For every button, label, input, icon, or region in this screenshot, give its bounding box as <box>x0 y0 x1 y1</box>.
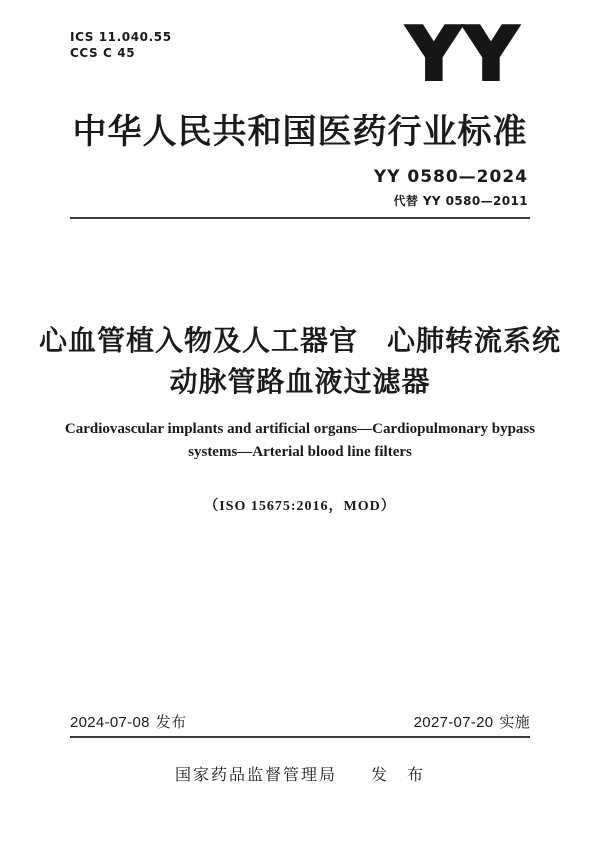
publisher-row <box>0 762 600 785</box>
document-title-zh-line2: 动脉管路血液过滤器 <box>169 366 431 397</box>
publisher-name: 国家药品监督管理局 <box>174 767 337 784</box>
replaced-standard-note: 代替 YY 0580—2011 <box>393 194 528 208</box>
header-divider-line <box>70 217 530 219</box>
document-title-zh <box>0 320 600 402</box>
document-title-en <box>0 418 600 464</box>
implementation-date: 2027-07-20 <box>413 714 494 731</box>
ics-code: ICS 11.040.55 <box>70 30 172 44</box>
document-title-zh-line1: 心血管植入物及人工器官 心肺转流系统 <box>38 325 561 356</box>
yy-logo: YY <box>407 12 522 96</box>
implementation-date-group <box>414 711 530 732</box>
classification-codes <box>70 30 172 61</box>
issue-date: 2024-07-08 <box>70 714 150 731</box>
publish-label: 发 布 <box>371 767 426 784</box>
dates-row <box>70 711 530 732</box>
ccs-code: CCS C 45 <box>70 45 136 60</box>
national-standard-title: 中华人民共和国医药行业标准 <box>72 113 528 151</box>
document-title-en-line2: systems—Arterial blood line filters <box>188 444 412 460</box>
issue-date-label: 发布 <box>155 714 187 731</box>
issue-date-group <box>70 711 186 732</box>
implementation-date-label: 实施 <box>499 714 530 731</box>
footer-divider-line <box>70 736 530 738</box>
standard-number: YY 0580—2024 <box>373 167 528 187</box>
iso-reference: （ISO 15675:2016，MOD） <box>204 499 396 514</box>
document-title-en-line1: Cardiovascular implants and artificial organs—Cardiopulmonary bypass <box>64 421 536 437</box>
